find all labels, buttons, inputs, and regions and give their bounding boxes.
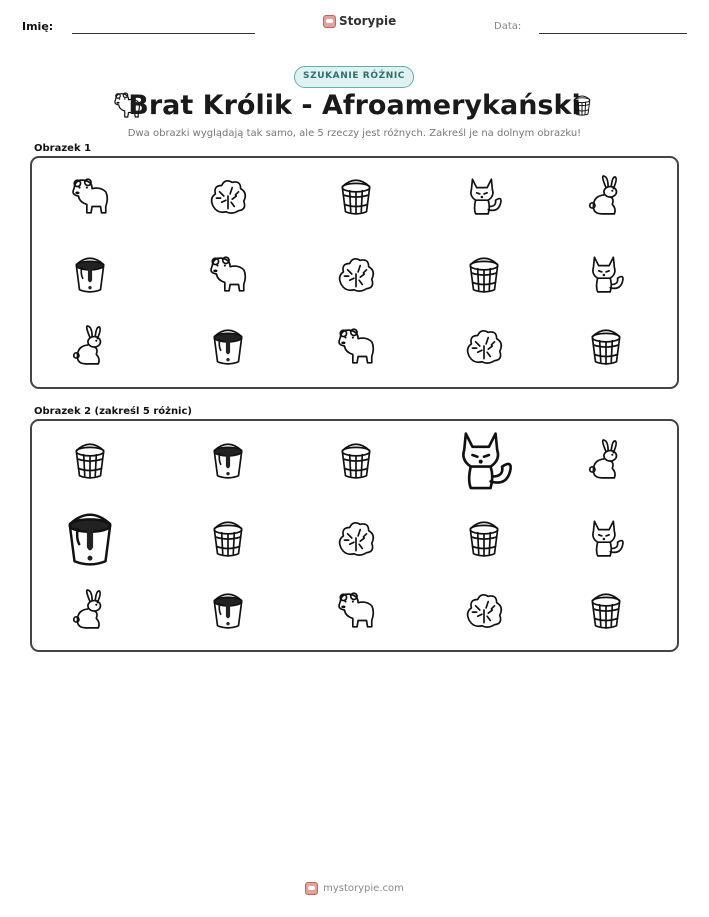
fox-icon	[585, 253, 627, 295]
tar-bucket-icon[interactable]	[59, 507, 121, 569]
bush-icon	[335, 253, 377, 295]
bush-icon[interactable]	[463, 589, 505, 631]
page-title: Brat Królik - Afroamerykański	[128, 90, 581, 121]
bucket-icon	[463, 253, 505, 295]
fox-icon[interactable]	[585, 517, 627, 559]
fox-icon	[463, 175, 505, 217]
bear-icon	[335, 325, 377, 367]
bush-icon	[207, 175, 249, 217]
fox-icon[interactable]	[451, 427, 517, 493]
bucket-icon[interactable]	[207, 517, 249, 559]
rabbit-icon	[585, 175, 627, 217]
tar-bucket-icon	[69, 253, 111, 295]
tar-bucket-icon[interactable]	[207, 439, 249, 481]
bear-icon	[207, 253, 249, 295]
bucket-icon	[585, 325, 627, 367]
picture-1-label: Obrazek 1	[34, 143, 92, 154]
rabbit-icon[interactable]	[585, 439, 627, 481]
bush-icon	[463, 325, 505, 367]
storypie-logo	[323, 14, 396, 28]
rabbit-icon	[69, 325, 111, 367]
footer	[0, 882, 709, 895]
bear-icon[interactable]	[335, 589, 377, 631]
bush-icon[interactable]	[335, 517, 377, 559]
name-label: Imię:	[22, 20, 54, 33]
bucket-icon[interactable]	[335, 439, 377, 481]
picture-2-label: Obrazek 2 (zakreśl 5 różnic)	[34, 406, 192, 417]
rabbit-icon[interactable]	[69, 589, 111, 631]
footer-url: mystorypie.com	[323, 883, 404, 894]
tar-bucket-icon[interactable]	[207, 589, 249, 631]
bucket-icon	[570, 91, 594, 119]
name-field-line[interactable]	[72, 33, 255, 34]
bucket-icon[interactable]	[463, 517, 505, 559]
bucket-icon	[335, 175, 377, 217]
activity-tag: SZUKANIE RÓŻNIC	[294, 66, 414, 88]
bear-icon	[69, 175, 111, 217]
tar-bucket-icon	[207, 325, 249, 367]
storypie-logo-icon	[323, 15, 336, 28]
date-label: Data:	[494, 21, 522, 32]
instructions: Dwa obrazki wyglądają tak samo, ale 5 rzeczy jest różnych. Zakreśl je na dolnym obrazku!	[127, 128, 582, 139]
bucket-icon[interactable]	[585, 589, 627, 631]
date-field-line[interactable]	[539, 33, 687, 34]
logo-text: Storypie	[339, 14, 397, 28]
storypie-logo-icon	[305, 882, 318, 895]
bucket-icon[interactable]	[69, 439, 111, 481]
